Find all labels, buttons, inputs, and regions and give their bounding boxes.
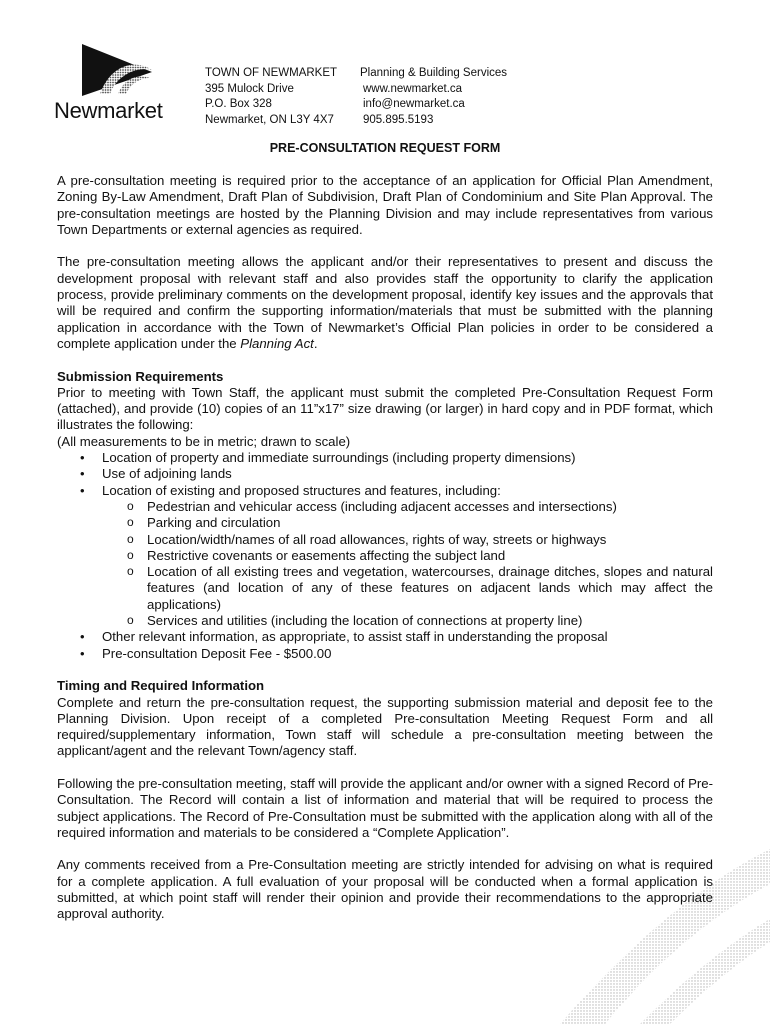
- intro-paragraph-1: A pre-consultation meeting is required prior to the acceptance of an application for Official Plan Amendment, Zoning By-Law Amendment, Draft Plan of Subdivision, Draft Plan of Condominium and Site Plan Approval. The pre-consultation meetings are hosted by the Planning Division and may include representatives from various Town Departments or external agencies as required.: [57, 173, 713, 237]
- list-item: • Location of property and immediate surroundings (including property dimensions): [77, 450, 713, 466]
- planning-act-reference: Planning Act: [240, 335, 314, 351]
- email: info@newmarket.ca: [363, 98, 465, 111]
- town-name: TOWN OF NEWMARKET: [205, 67, 338, 79]
- intro-p2-end: .: [313, 335, 318, 351]
- submission-list: [57, 450, 713, 662]
- sub-list-item: o Location of all existing trees and vegetation, watercourses, drainage ditches, slopes and natural features (and location of any of these features on adjacent lands which may affect the applications): [124, 564, 713, 613]
- town-pobox: P.O. Box 328: [205, 98, 272, 111]
- submission-note: (All measurements to be in metric; drawn to scale): [57, 433, 351, 449]
- contact-block: [360, 66, 507, 128]
- list-item: • Other relevant information, as appropriate, to assist staff in understanding the proposal: [77, 629, 713, 645]
- department-name: Planning & Building Services: [360, 67, 508, 79]
- submission-heading: Submission Requirements: [57, 368, 224, 384]
- intro-paragraph-2: [57, 254, 713, 352]
- sub-list-item: o Parking and circulation: [124, 515, 713, 531]
- document-body: [57, 173, 713, 939]
- intro-p2-text: The pre-consultation meeting allows the applicant and/or their representatives to present and discuss the development proposal with relevant staff and also provides staff the opportunity to clarify the application process, provide preliminary comments on the development proposal, identify key issues and the approvals that will be required and confirm the supporting information/materials that must be submitted with the planning application in accordance with the Town of Newmarket’s Official Plan policies in order to be considered a complete application under the: [57, 254, 713, 351]
- newmarket-logo-wordmark: Newmarket: [54, 98, 163, 123]
- sub-list-item: o Location/width/names of all road allowances, rights of way, streets or highways: [124, 532, 713, 548]
- list-item: • Use of adjoining lands: [77, 466, 713, 482]
- sub-list-item: o Restrictive covenants or easements affecting the subject land: [124, 548, 713, 564]
- timing-paragraph-3: Any comments received from a Pre-Consultation meeting are strictly intended for advising on what is required for a complete application. A full evaluation of your proposal will be conducted when a formal application is submitted, at which point staff will render their opinion and provide their recommendations to the appropriate approval authority.: [57, 857, 713, 922]
- timing-heading: Timing and Required Information: [57, 678, 265, 694]
- town-address-block: [205, 66, 337, 128]
- list-item-text: Location of existing and proposed structures and features, including:: [102, 482, 501, 498]
- timing-paragraph-1: Complete and return the pre-consultation request, the supporting submission material and deposit fee to the Planning Division. Upon receipt of a completed Pre-consultation Meeting Request Form and all required/supplementary information, Town staff will schedule a pre-consultation meeting between the applicant/agent and the relevant Town/agency staff.: [57, 694, 713, 759]
- website: www.newmarket.ca: [363, 82, 463, 95]
- list-item: [77, 483, 713, 630]
- town-city: Newmarket, ON L3Y 4X7: [205, 113, 334, 126]
- sub-list-item: o Pedestrian and vehicular access (including adjacent accesses and intersections): [124, 499, 713, 515]
- form-title: PRE-CONSULTATION REQUEST FORM: [269, 141, 501, 155]
- submission-text: Prior to meeting with Town Staff, the applicant must submit the completed Pre-Consultation Request Form (attached), and provide (10) copies of an 11”x17” size drawing (or larger) in hard copy and in PDF format, which illustrates the following:: [57, 384, 713, 433]
- features-sublist: [102, 499, 713, 629]
- timing-paragraph-2: Following the pre-consultation meeting, staff will provide the applicant and/or owner with a signed Record of Pre-Consultation. The Record will contain a list of information and material that will be required to process the subject applications. The Record of Pre-Consultation must be submitted with the application along with all of the required information and materials to be considered a “Complete Application”.: [57, 775, 713, 840]
- sub-list-item: o Services and utilities (including the location of connections at property line): [124, 613, 713, 629]
- town-street: 395 Mulock Drive: [205, 82, 294, 95]
- list-item: • Pre-consultation Deposit Fee - $500.00: [77, 646, 713, 662]
- phone: 905.895.5193: [363, 113, 434, 126]
